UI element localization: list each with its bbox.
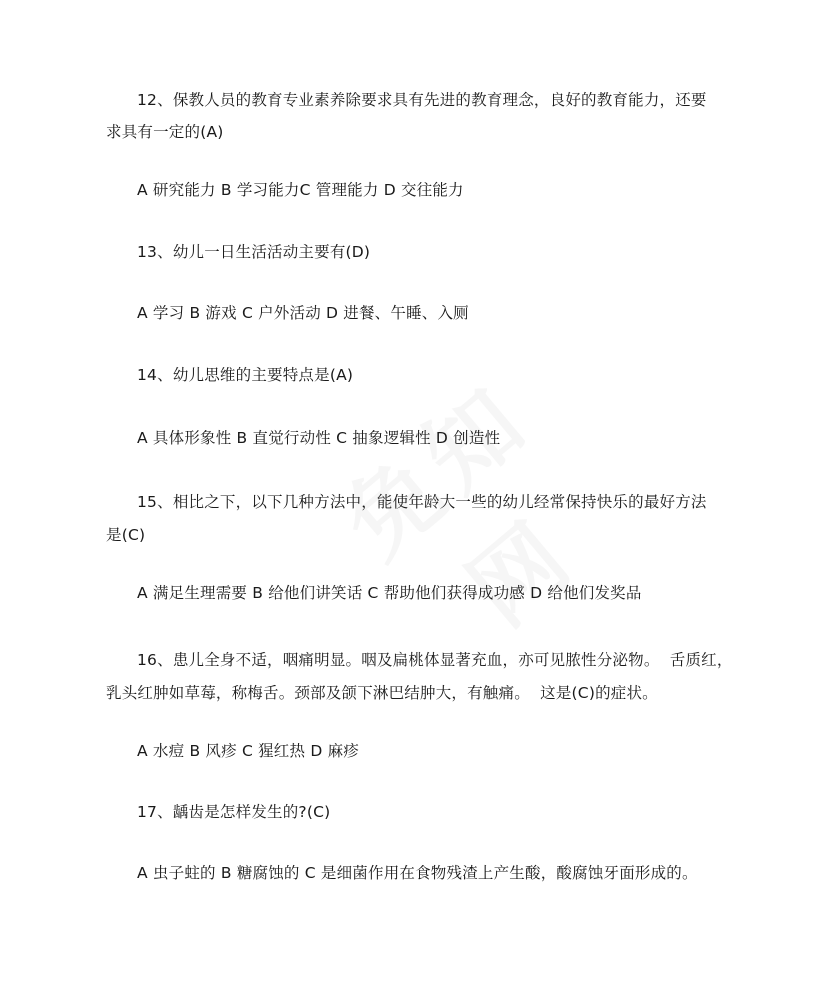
question-12-options: A 研究能力 B 学习能力C 管理能力 D 交往能力 <box>137 181 464 199</box>
question-12-text: 12、保教人员的教育专业素养除要求具有先进的教育理念，良好的教育能力，还要 <box>137 91 707 109</box>
question-16-text-cont: 乳头红肿如草莓，称梅舌。颈部及颌下淋巴结肿大，有触痛。 这是(C)的症状。 <box>106 684 658 702</box>
watermark <box>277 318 584 603</box>
question-15-text-cont: 是(C) <box>106 526 146 544</box>
question-13-options: A 学习 B 游戏 C 户外活动 D 进餐、午睡、入厕 <box>137 304 469 322</box>
question-17-text: 17、龋齿是怎样发生的?(C) <box>137 803 331 821</box>
question-15-text: 15、相比之下，以下几种方法中，能使年龄大一些的幼儿经常保持快乐的最好方法 <box>137 493 707 511</box>
question-16-text: 16、患儿全身不适，咽痛明显。咽及扁桃体显著充血，亦可见脓性分泌物。 舌质红， <box>137 651 733 669</box>
question-12-text-cont: 求具有一定的(A) <box>106 123 224 141</box>
question-15-options: A 满足生理需要 B 给他们讲笑话 C 帮助他们获得成功感 D 给他们发奖品 <box>137 584 642 602</box>
question-16-options: A 水痘 B 风疹 C 猩红热 D 麻疹 <box>137 742 359 760</box>
question-14-text: 14、幼儿思维的主要特点是(A) <box>137 366 354 384</box>
question-14-options: A 具体形象性 B 直觉行动性 C 抽象逻辑性 D 创造性 <box>137 429 501 447</box>
question-17-options: A 虫子蛀的 B 糖腐蚀的 C 是细菌作用在食物残渣上产生酸，酸腐蚀牙面形成的。 <box>137 864 698 882</box>
question-13-text: 13、幼儿一日生活活动主要有(D) <box>137 243 371 261</box>
